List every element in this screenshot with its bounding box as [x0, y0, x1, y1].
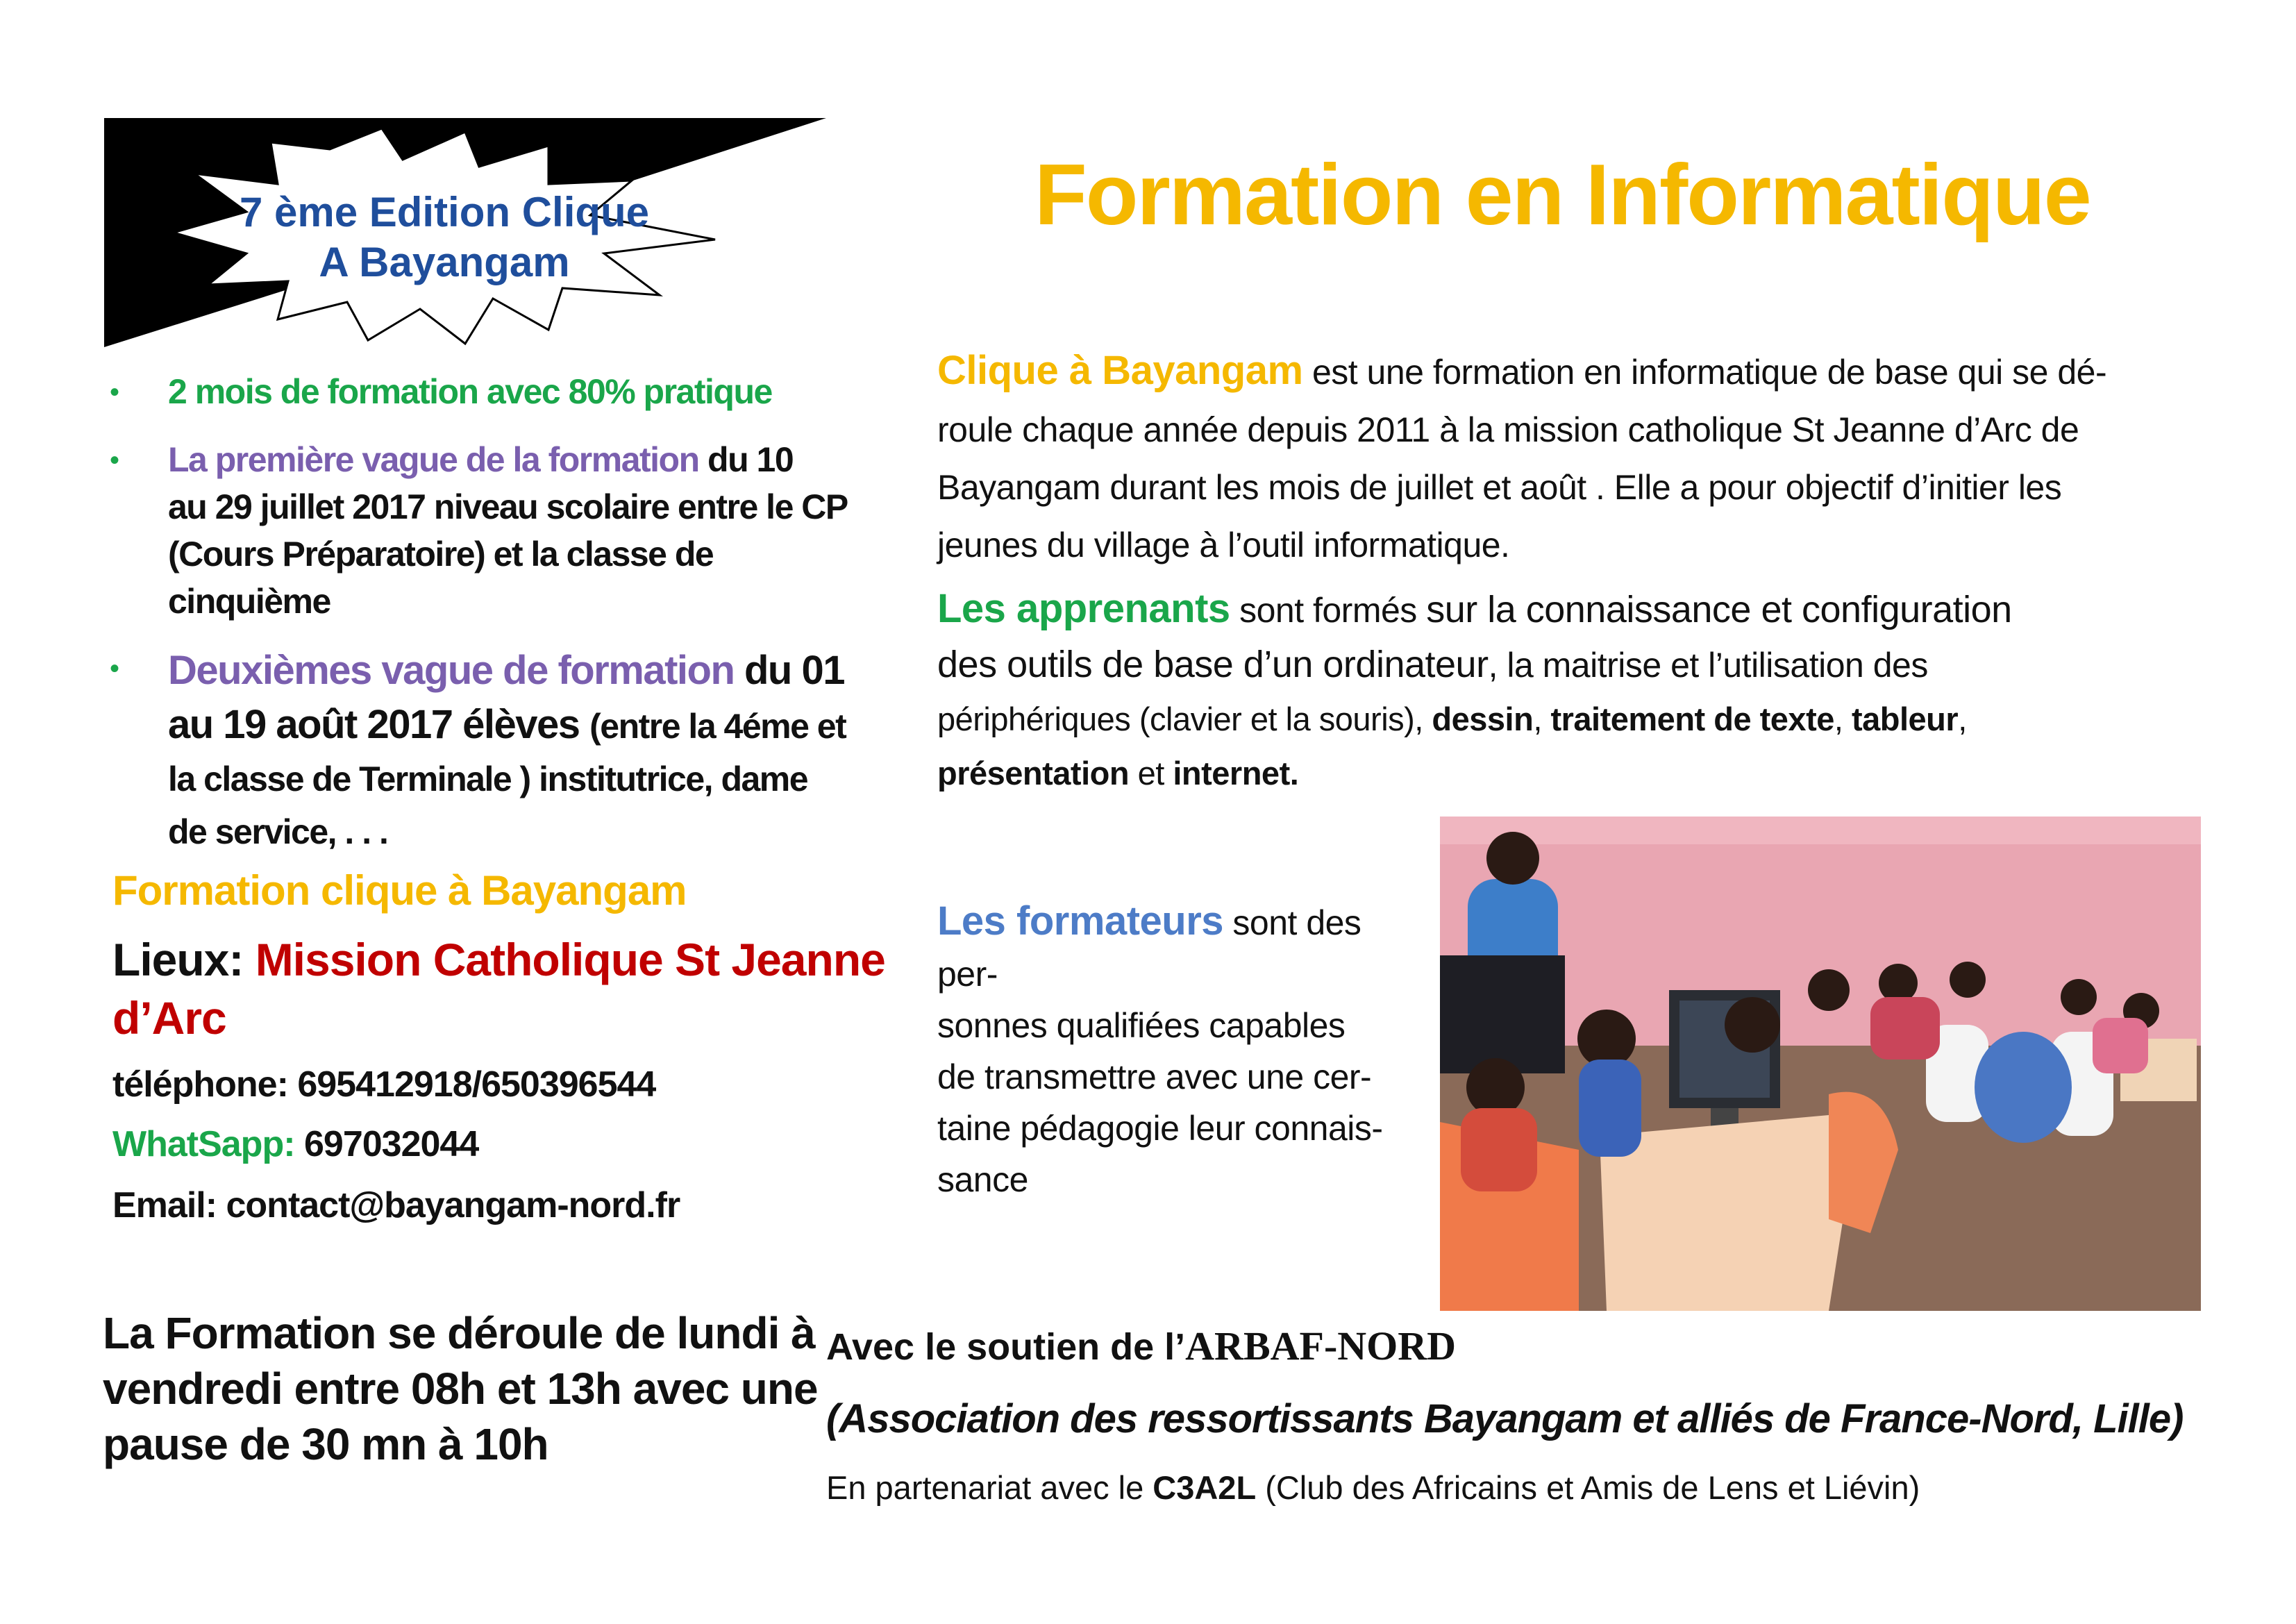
partner-prefix: En partenariat avec le	[826, 1469, 1153, 1506]
learners-line: sont formés	[1230, 591, 1427, 630]
learners-line: sur la connaissance et configuration	[1426, 589, 2012, 630]
trainers-paragraph	[937, 896, 1423, 1205]
badge-line-1: 7 ème Edition Clique	[239, 189, 650, 235]
classroom-photo	[1440, 817, 2201, 1311]
bullet-line: la classe de Terminale ) institutrice, dame	[168, 760, 808, 798]
contact-place	[112, 930, 885, 1047]
badge-text	[167, 187, 722, 287]
learners-keyword: dessin	[1432, 701, 1534, 737]
schedule-line: La Formation se déroule de lundi à	[103, 1308, 815, 1358]
intro-line: est une formation en informatique de base qui se dé-	[1302, 353, 2107, 392]
whatsapp-value: 697032044	[294, 1124, 479, 1164]
trainers-lead: Les formateurs	[937, 898, 1224, 944]
schedule-text	[103, 1305, 818, 1472]
bullet-line: de service, . . .	[168, 812, 388, 851]
intro-paragraph	[937, 342, 2106, 574]
learners-keyword: tableur	[1851, 701, 1959, 737]
place-label: Lieux:	[112, 934, 255, 985]
bullet-highlight: La première vague de la formation	[168, 440, 699, 479]
partner-org: C3A2L	[1153, 1469, 1257, 1506]
contact-whatsapp	[112, 1123, 478, 1165]
bullet-item	[104, 644, 854, 858]
support-line	[826, 1323, 1456, 1369]
badge-line-2: A Bayangam	[319, 239, 570, 285]
bullet-text: 2 mois de formation avec 80% pratique	[168, 372, 772, 411]
association-name: (Association des ressortissants Bayangam et alliés de France-Nord, Lille)	[826, 1396, 2184, 1441]
intro-line: Bayangam durant les mois de juillet et août . Elle a pour objectif d’initier les	[937, 468, 2062, 507]
bullet-dot: •	[110, 653, 120, 684]
learners-line: ,	[1533, 701, 1551, 737]
bullet-highlight: Deuxièmes vague de formation	[168, 648, 735, 693]
trainers-line: de transmettre avec une cer-	[937, 1057, 1372, 1096]
learners-keyword: traitement de texte	[1550, 701, 1834, 737]
trainers-line: sance	[937, 1160, 1028, 1199]
intro-line: jeunes du village à l’outil informatique.	[937, 526, 1510, 564]
learners-line: ,	[1834, 701, 1852, 737]
learners-line: et	[1129, 755, 1173, 792]
learners-keyword: présentation	[937, 755, 1130, 792]
learners-lead: Les apprenants	[937, 586, 1230, 631]
learners-line: ,	[1958, 701, 1967, 737]
bullet-line: (entre la 4éme et	[589, 707, 846, 746]
bullet-dot: •	[110, 445, 120, 476]
intro-line: roule chaque année depuis 2011	[937, 410, 1440, 449]
bullet-dot: •	[110, 377, 120, 408]
bullet-rest: du 10	[698, 440, 794, 479]
bullet-line: au 19 août 2017 élèves	[168, 702, 590, 747]
trainers-line: taine pédagogie leur connais-	[937, 1109, 1383, 1148]
bullet-text	[168, 644, 846, 858]
intro-line: la mission catholique St Jeanne d’Arc de	[1458, 410, 2079, 449]
bullet-rest: du 01	[734, 648, 844, 693]
trainers-line: sonnes qualifiées capables	[937, 1006, 1346, 1045]
bullet-item	[104, 436, 854, 625]
bullet-list	[104, 368, 854, 878]
support-org: ARBAF-NORD	[1185, 1323, 1457, 1368]
learners-line: des outils de base d’un ordinateur	[937, 644, 1489, 685]
contact-heading: Formation clique à Bayangam	[112, 867, 687, 914]
place-value: Mission Catholique St Jeanne	[255, 934, 885, 985]
place-value-cont: d’Arc	[112, 992, 226, 1044]
trainers-line: sont des per-	[937, 903, 1361, 994]
bullet-item	[104, 368, 854, 417]
schedule-line: pause de 30 mn à 10h	[103, 1419, 548, 1469]
intro-lead: Clique à Bayangam	[937, 348, 1303, 393]
schedule-line: vendredi entre 08h et 13h avec une	[103, 1364, 818, 1414]
support-prefix: Avec le soutien de l’	[826, 1326, 1186, 1368]
learners-line: périphériques (clavier et la souris),	[937, 701, 1432, 737]
learners-keyword: internet.	[1173, 755, 1299, 792]
learners-paragraph	[937, 582, 2012, 801]
whatsapp-label: WhatSapp:	[112, 1124, 295, 1164]
bullet-line: (Cours Préparatoire) et la classe de cinquième	[168, 535, 714, 621]
partner-suffix: (Club des Africains et Amis de Lens et Liévin)	[1256, 1469, 1920, 1506]
bullet-line: au 29 juillet 2017 niveau scolaire entre le CP	[168, 487, 848, 526]
intro-line: à	[1439, 410, 1459, 449]
page-title: Formation en Informatique	[1034, 147, 2090, 243]
contact-phone: téléphone: 695412918/650396544	[112, 1064, 656, 1105]
partner-line	[826, 1468, 1920, 1507]
contact-email: Email: contact@bayangam-nord.fr	[112, 1185, 680, 1225]
learners-line: , la maitrise et l’utilisation des	[1488, 646, 1928, 685]
bullet-text	[168, 436, 854, 625]
